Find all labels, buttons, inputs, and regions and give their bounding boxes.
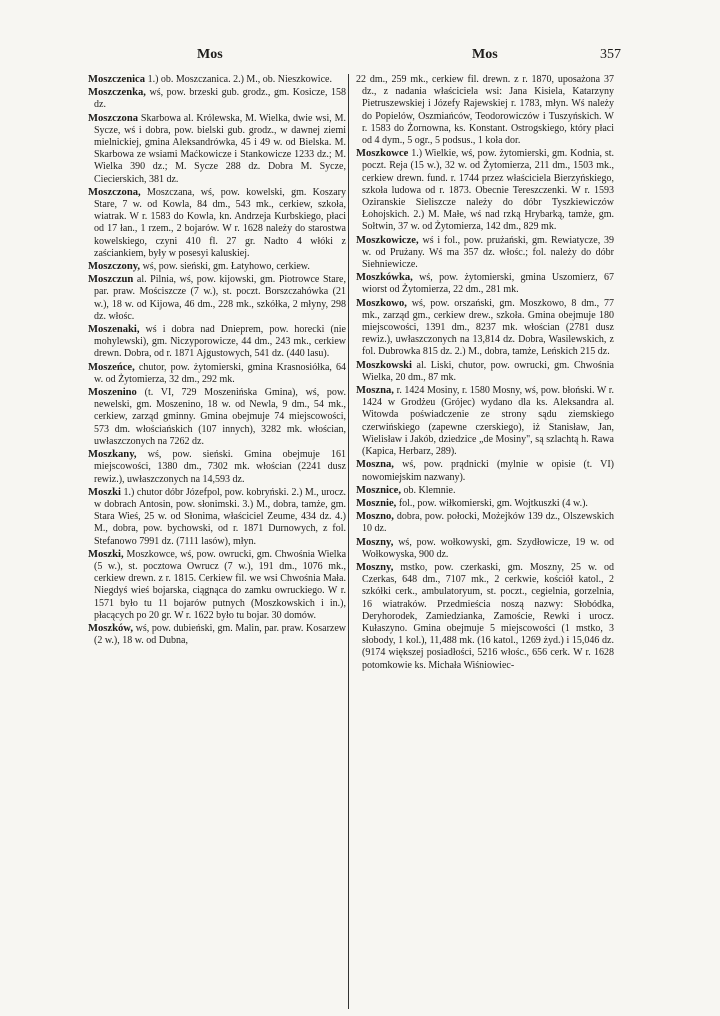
dictionary-entry <box>88 187 346 260</box>
entry-text: Moszczana, wś, pow. kowelski, gm. Koszary Stare, 7 w. od Kowla, 84 dm., 543 mk., cerkiew, szkoła, wiatrak. W r. 1583 do Kowla, kn. Andrzeja Kurbskiego, płaci od 17 łan., 1 rzem., 2 bojarów. W r. 1628 należy do starostwa kowelskiego, czyni 410 fl. 27 gr. Nadto 4 włóki z zaściankiem, były w posesyi kaluskiej. <box>94 186 346 259</box>
entry-text: wś, pow. prądnicki (mylnie w opisie (t. VI) nowomiejskim nazwany). <box>362 459 614 483</box>
entry-headword: Moszkówka, <box>356 272 413 284</box>
entry-text: r. 1424 Mosiny, r. 1580 Mosny, wś, pow. błoński. W r. 1424 w Grodżeu (Grójec) wydano dla ks. Aleksandra al. Witowda poświadczenie ze strony sądu ziemskiego czerwińskiego (zapewne czerskiego), iż Stanisław, Jan, Wielisław i Jakób, dziedzice „de Mosiny", są szlachtą h. Rawa (Kapica, Herbarz, 289). <box>362 385 614 458</box>
entry-text: wś, pow. dubieński, gm. Malin, par. praw. Kosarzew (2 w.), 18 w. od Dubna, <box>94 622 346 647</box>
entry-headword: Moszczenica <box>88 74 146 85</box>
dictionary-entry <box>356 235 614 272</box>
entry-headword: Mosznice, <box>356 484 402 496</box>
dictionary-entry <box>88 74 346 86</box>
entry-headword: Moszki, <box>88 548 124 560</box>
entry-text: wś, pow. brzeski gub. grodz., gm. Kosicze, 158 dz. <box>94 87 346 111</box>
entry-text: wś, pow. sieński. Gmina obejmuje 161 miejscowości, 1380 dm., 7302 mk. włościan (2241 dusz rewiz.), uwłaszczonych na 14,593 dz. <box>94 449 346 485</box>
running-head-right: Mos <box>472 47 498 62</box>
entry-text: 22 dm., 259 mk., cerkiew fil. drewn. z r. 1870, uposażona 37 dz., z nadania właściciela wsi: Jana Kisiela, Katarzyny Pietruszewskiej i Józefy Rajewskiej r. 1783, młyn. Wś należy do Popielów, Oszmiańców, Teodorowiczów i Tuszyńskich. W r. 1583 do Żornowna, ks. Konstant. Ostrogskiego, który płaci od 4 dym., 5 ogr., 5 podsus., 1 koła dor. <box>356 74 614 147</box>
entry-headword: Moszenaki, <box>88 324 140 336</box>
entry-text: dobra, pow. połocki, Możejków 139 dz., Olszewskich 10 dz. <box>362 511 614 535</box>
entry-text: ob. Klemnie. <box>403 484 456 496</box>
entry-headword: Mosznie, <box>356 497 397 509</box>
entry-text: Moszkowce, wś, pow. owrucki, gm. Chwośnia Wielka (5 w.), st. pocztowa Owrucz (7 w.), 191 dm., 1076 mk., cerkiew drewn. z r. 1815. Cerkiew fil. we wsi Chwośnia Mała. Niegdyś wieś bojarska, ciągnąca do zamku owruckiego. W r. 1571 było tu 11 bojarów putnych (Moszkowskich i in.), płacących po 20 gr. W r. 1622 było tu bojar. 30 domów. <box>94 548 346 621</box>
entry-headword: Moszny, <box>356 561 394 573</box>
entry-headword: Moszny, <box>356 536 394 548</box>
dictionary-entry <box>356 562 614 672</box>
dictionary-entry <box>356 148 614 233</box>
dictionary-entry <box>356 498 614 510</box>
dictionary-entry <box>88 113 346 186</box>
entry-text: wś, pow. sieński, gm. Łatyhowo, cerkiew. <box>142 261 310 273</box>
entry-text: 1.) chutor dóbr Józefpol, pow. kobryński. 2.) M., urocz. w dobrach Antosin, pow. słonimski. 3.) M., dobra, tamże, gm. Stara Wieś, 25 w. od Słonima, właściciel Zeume, 434 dz. 4.) M., dobra, pow. bychowski, od r. 1871 Durnowych, z fol. Stefanowo 7991 dz. (7111 lasów), młyn. <box>94 486 346 547</box>
dictionary-entry <box>88 549 346 622</box>
entry-headword: Moszczona, <box>88 186 141 198</box>
entry-headword: Moszczun <box>88 274 134 286</box>
entry-text: chutor, pow. żytomierski, gmina Krasnosiółka, 64 w. od Żytomierza, 32 dm., 292 mk. <box>94 361 346 385</box>
dictionary-entry <box>356 74 614 147</box>
entry-headword: Moszno, <box>356 511 394 523</box>
entry-text: wś, pow. żytomierski, gmina Uszomierz, 67 wiorst od Żytomierza, 22 dm., 281 mk. <box>362 272 614 296</box>
entry-text: al. Liski, chutor, pow. owrucki, gm. Chwośnia Wielka, 20 dm., 87 mk. <box>362 359 614 383</box>
dictionary-entry <box>356 485 614 497</box>
entry-text: 1.) Wielkie, wś, pow. żytomierski, gm. Kodnia, st. poczt. Reja (15 w.), 32 w. od Żytomierza, 211 dm., 1503 mk., cerkiew drewn. fund. r. 1744 przez właściciela Bierzyńskiego, szkoła ludowa od r. 1873. Obecnie Tereszczenki. W r. 1593 Oziranskie Sieliszcze należy do dóbr Tyszkiewiczów Łohojskich. 2.) M. Małe, wś nad rzką Hrybarką, tamże, gm. Sołtwin, 37 w. od Żytomierza, 142 dm., 829 mk. <box>362 148 614 233</box>
dictionary-entry <box>88 623 346 647</box>
dictionary-entry <box>356 459 614 483</box>
dictionary-entry <box>88 449 346 486</box>
entry-headword: Moszkany, <box>88 449 137 461</box>
entry-headword: Moszkowicze, <box>356 234 419 246</box>
entry-headword: Moszki <box>88 486 121 498</box>
entry-text: Skarbowa al. Królewska, M. Wielka, dwie wsi, M. Sycze, wś i dobra, pow. bielski gub. grodz., w dawnej ziemi mielnickiej, gmina Aleksandrówka, 45 i 49 w. od Bielska. M. Skarbowa ze wsiami Maćkowicze i Stankowicze 1233 dz.; M. Wielka 390 dz.; M. Sycze 288 dz. Dobra M. Sycze, Ciecierskich, 381 dz. <box>94 112 346 185</box>
entry-text: mstko, pow. czerkaski, gm. Moszny, 25 w. od Czerkas, 648 dm., 7107 mk., 2 cerkwie, kościół katol., 2 szkółki cerk., ambulatoryum, st. poczt., cegielnia, gorzelnia, 16 wiatraków. Przedmieścia noszą nazwy: Słobódka, Deryhorodek, Zamiedzianka, Zamoście, Rewki i urocz. Kułaszyno. Gmina obejmuje 5 miejscowości (1 mstko, 3 słobody, 1 kol.), 11,488 mk. (16 katol., 1269 żyd.) i 15,046 dz. (9174 większej posiadłości, 5216 włośc., 656 cerk. W r. 1628 potomkowie ks. Michała Wiśniowiec- <box>362 561 614 671</box>
column-right <box>356 74 614 1009</box>
dictionary-entry <box>356 537 614 561</box>
dictionary-entry <box>88 87 346 111</box>
entry-text: al. Pilnia, wś, pow. kijowski, gm. Piotrowce Stare, par. praw. Mościszcze (7 w.), st. poczt. Borszczahówka (21 w.), 18 w. od Kijowa, 46 dm., 228 mk., szkółka, 2 młyny, 298 dz. włośc. <box>94 274 346 322</box>
entry-text: (t. VI, 729 Moszenińska Gmina), wś, pow. newelski, gm. Moszenino, 18 w. od Newla, 9 dm., 54 mk., cerkiew, zarząd gminny. Gmina obejmuje 74 miejscowości, 573 dm. włościańskich (107 innych), 3282 mk. włościan, uwłaszczonych na 7262 dz. <box>94 387 346 447</box>
entry-headword: Moszczona <box>88 112 139 124</box>
dictionary-entry <box>356 272 614 296</box>
entry-headword: Moszna, <box>356 459 394 471</box>
dictionary-entry <box>88 324 346 361</box>
running-head-left: Mos <box>197 47 223 62</box>
dictionary-entry <box>356 385 614 458</box>
column-divider <box>348 74 349 1009</box>
entry-headword: Moszkowce <box>356 148 409 160</box>
entry-headword: Moszkowski <box>356 359 412 371</box>
entry-headword: Moszeńce, <box>88 361 135 373</box>
dictionary-entry <box>356 511 614 535</box>
entry-text: wś, pow. wołkowyski, gm. Szydłowicze, 19 w. od Wołkowyska, 900 dz. <box>362 536 614 560</box>
entry-headword: Moszna, <box>356 385 394 397</box>
dictionary-entry <box>88 362 346 386</box>
entry-headword: Moszczony, <box>88 261 141 273</box>
entry-headword: Moszenino <box>88 387 137 399</box>
entry-text: wś i fol., pow. prużański, gm. Rewiatycze, 39 w. od Prużany. Wś ma 357 dz. włośc.; fol. należy do dóbr Siehniewicze. <box>362 234 614 271</box>
entry-text: wś, pow. orszański, gm. Moszkowo, 8 dm., 77 mk., zarząd gm., cerkiew drew., szkoła. Gmina obejmuje 180 miejscowości, 1391 dm., 8237 mk. włościan (2781 dusz rewiz.), uwłaszczonych na 13,814 dz. Dobra, Wasilewskich, z fol. Dubrowka 815 dz. 2.) M., dobra, tamże, Leńskich 215 dz. <box>362 297 614 358</box>
entry-text: wś i dobra nad Dnieprem, pow. horecki (nie mohylewski), gm. Niczyporowicze, 44 dm., 243 mk., cerkiew drewn. Dobra, od r. 1871 Ajgustowych, 541 dz. (440 lasu). <box>94 324 346 360</box>
dictionary-entry <box>88 387 346 448</box>
dictionary-entry <box>88 274 346 323</box>
dictionary-entry <box>356 298 614 359</box>
entry-text: fol., pow. wiłkomierski, gm. Wojtkuszki (4 w.). <box>398 497 588 509</box>
page-number: 357 <box>600 47 621 62</box>
entry-headword: Moszczenka, <box>88 87 146 99</box>
column-left <box>88 74 346 1009</box>
entry-headword: Moszków, <box>88 622 134 634</box>
entry-text: 1.) ob. Moszczanica. 2.) M., ob. Nieszkowice. <box>147 74 332 85</box>
dictionary-entry <box>88 261 346 273</box>
entry-headword: Moszkowo, <box>356 297 407 309</box>
dictionary-entry <box>88 487 346 548</box>
dictionary-entry <box>356 360 614 384</box>
